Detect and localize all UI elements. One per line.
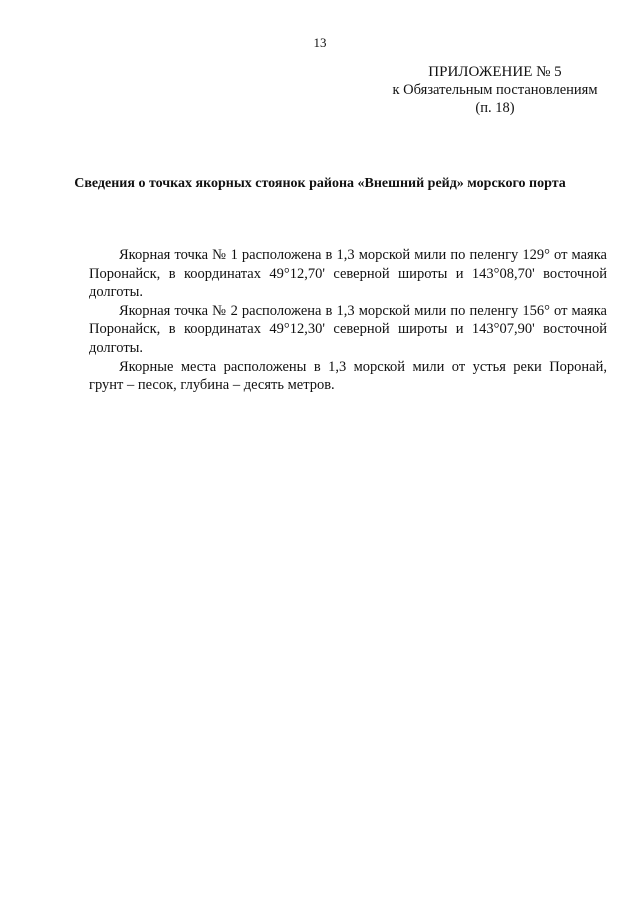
- paragraph-anchorage-description: Якорные места расположены в 1,3 морской мили от устья реки Поронай, грунт – песок, глубина – десять метров.: [89, 358, 607, 394]
- document-heading: Сведения о точках якорных стоянок района «Внешний рейд» морского порта: [74, 176, 566, 191]
- appendix-subtitle: к Обязательным постановлениям: [392, 82, 598, 98]
- appendix-clause: (п. 18): [475, 100, 515, 116]
- page-number: 13: [313, 35, 327, 50]
- paragraph-anchor-point-2: Якорная точка № 2 расположена в 1,3 морской мили по пеленгу 156° от маяка Поронайск, в координатах 49°12,30' северной широты и 143°07,90' восточной долготы.: [89, 302, 607, 356]
- document-body: [89, 246, 607, 395]
- appendix-block: [380, 63, 610, 117]
- paragraph-anchor-point-1: Якорная точка № 1 расположена в 1,3 морской мили по пеленгу 129° от маяка Поронайск, в координатах 49°12,70' северной широты и 143°08,70' восточной долготы.: [89, 247, 607, 301]
- appendix-title: ПРИЛОЖЕНИЕ № 5: [428, 64, 562, 80]
